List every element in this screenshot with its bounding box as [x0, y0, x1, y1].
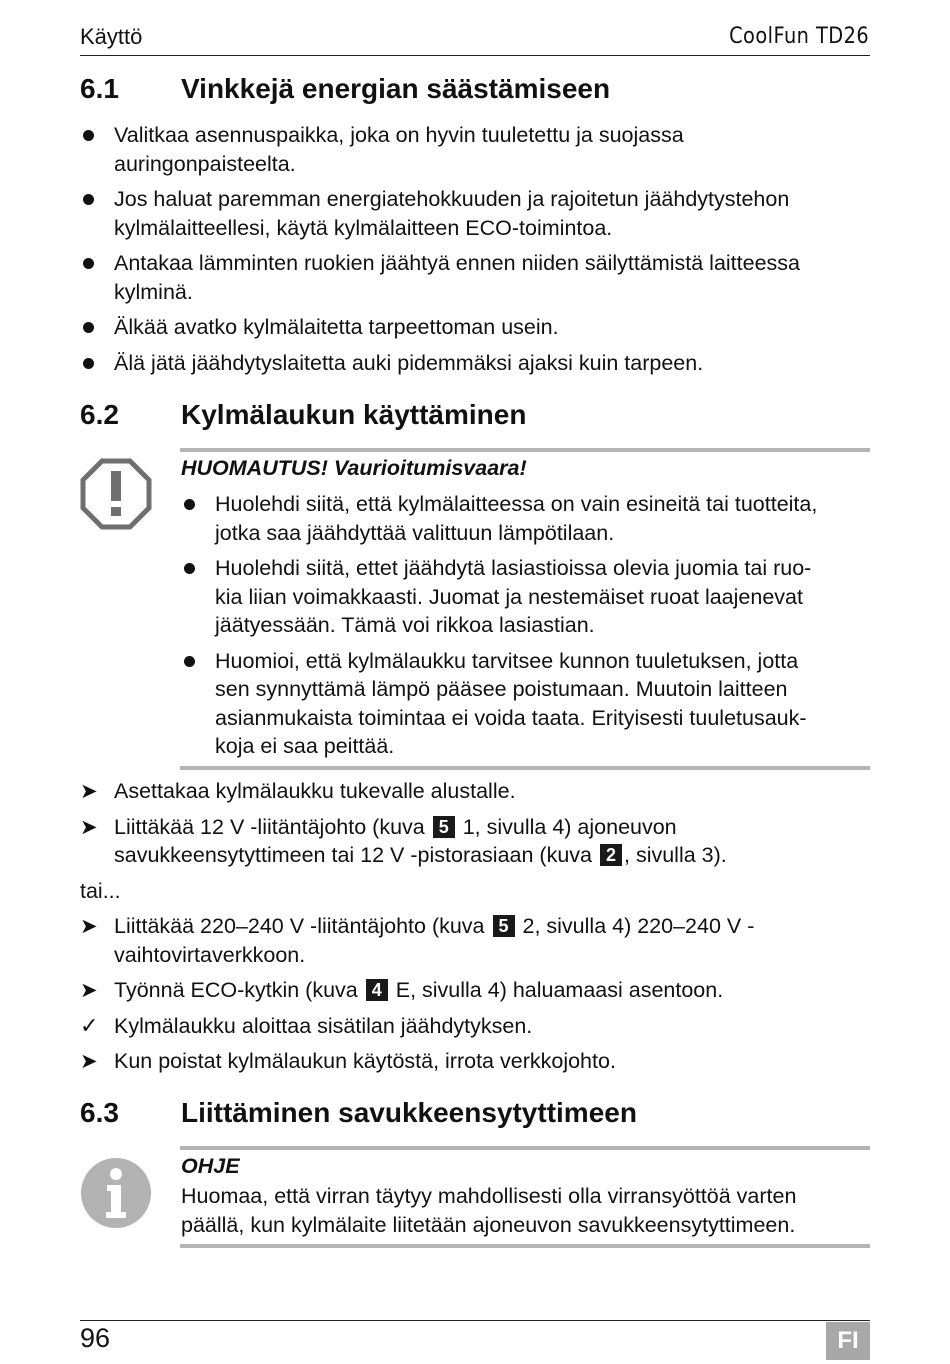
arrow-icon: ➤	[80, 1050, 98, 1073]
header-product: CoolFun TD26	[728, 24, 869, 49]
arrow-icon: ➤	[80, 780, 98, 803]
info-icon	[80, 1157, 152, 1229]
list-item: Huolehdi siitä, ettet jäähdytä lasiastioissa olevia juomia tai ruo- kia liian voimakkaasti. Juomat ja nestemäiset ruoat laajenevat jäätyessään. Tämä voi rikkoa lasiastian.	[181, 554, 871, 640]
page-number: 96	[80, 1323, 111, 1353]
list-item: Huolehdi siitä, että kylmälaitteessa on vain esineitä tai tuotteita, jotka saa jäähdyttää valittuun lämpötilaan.	[181, 490, 871, 547]
step-item: ➤ Työnnä ECO-kytkin (kuva 4 E, sivulla 4) haluamaasi asentoon.	[80, 976, 870, 1005]
figure-badge: 2	[600, 844, 622, 866]
or-text: tai...	[80, 878, 121, 903]
step-item: ➤ Asettakaa kylmälaukku tukevalle alustalle.	[80, 777, 870, 806]
list-item: Älä jätä jäähdytyslaitetta auki pidemmäksi ajaksi kuin tarpeen.	[80, 349, 870, 378]
list-item: Antakaa lämminten ruokien jäähtyä ennen niiden säilyttämistä laitteessa kylminä.	[80, 249, 870, 306]
notice-title: HUOMAUTUS! Vaurioitumisvaara!	[181, 456, 527, 480]
figure-badge: 4	[366, 979, 388, 1001]
note-top-rule	[180, 1146, 870, 1150]
section-6-3-heading	[80, 1097, 637, 1129]
list-item: Älkää avatko kylmälaitetta tarpeettoman usein.	[80, 313, 870, 342]
step-item: ➤ Liittäkää 220–240 V -liitäntäjohto (kuva 5 2, sivulla 4) 220–240 V - vaihtovirtaverkkoon.	[80, 914, 755, 967]
section-number: 6.2	[80, 399, 119, 430]
section-title: Liittäminen savukkeensytyttimeen	[181, 1097, 637, 1128]
bullet-icon	[83, 358, 94, 369]
notice-bottom-rule	[180, 766, 870, 770]
note-title: OHJE	[181, 1154, 240, 1178]
tips-list	[80, 121, 870, 377]
arrow-icon: ➤	[80, 915, 98, 938]
section-number: 6.1	[80, 73, 119, 104]
note-bottom-rule	[180, 1244, 870, 1248]
bullet-icon	[83, 258, 94, 269]
bullet-icon	[83, 130, 94, 141]
arrow-icon: ➤	[80, 979, 98, 1002]
steps-list	[80, 777, 870, 1076]
figure-badge: 5	[433, 816, 455, 838]
section-title: Kylmälaukun käyttäminen	[181, 399, 527, 430]
bullet-icon	[184, 563, 195, 574]
result-item: ✓ Kylmälaukku aloittaa sisätilan jäähdytyksen.	[80, 1012, 870, 1041]
arrow-icon: ➤	[80, 815, 98, 839]
checkmark-icon: ✓	[80, 1012, 99, 1038]
header-section: Käyttö	[80, 24, 143, 49]
footer-rule	[80, 1320, 870, 1321]
section-number: 6.3	[80, 1097, 119, 1128]
list-item: Valitkaa asennuspaikka, joka on hyvin tuuletettu ja suojassa auringonpaisteelta.	[80, 121, 870, 178]
step-item: ➤ Liittäkää 12 V -liitäntäjohto (kuva 5 1, sivulla 4) ajoneuvon savukkeensytyttimeen tai 12 V -pistorasiaan (kuva 2 , sivulla 3).	[80, 814, 727, 867]
language-tab: FI	[826, 1322, 870, 1360]
warning-octagon-icon	[80, 458, 152, 530]
note-text: Huomaa, että virran täytyy mahdollisesti olla virransyöttöä varten päällä, kun kylmälaite liitetään ajoneuvon savukkeensytyttimeen.	[181, 1184, 797, 1237]
bullet-icon	[83, 194, 94, 205]
header-rule	[80, 55, 870, 56]
list-item: Huomioi, että kylmälaukku tarvitsee kunnon tuuletuksen, jotta sen synnyttämä lämpö pääsee poistumaan. Muutoin laitteen asianmukaista toimintaa ei voida taata. Erityisesti tuuletusauk- koja ei saa peittää.	[181, 647, 871, 761]
step-item: ➤ Kun poistat kylmälaukun käytöstä, irrota verkkojohto.	[80, 1047, 870, 1076]
bullet-icon	[83, 322, 94, 333]
notice-list	[181, 490, 871, 761]
bullet-icon	[184, 499, 195, 510]
section-6-1-heading	[80, 73, 610, 105]
bullet-icon	[184, 656, 195, 667]
figure-badge: 5	[493, 915, 515, 937]
section-6-2-heading	[80, 399, 526, 431]
section-title: Vinkkejä energian säästämiseen	[181, 73, 611, 104]
notice-top-rule	[180, 448, 870, 452]
list-item: Jos haluat paremman energiatehokkuuden ja rajoitetun jäähdytystehon kylmälaitteellesi, käytä kylmälaitteen ECO-toimintoa.	[80, 185, 870, 242]
